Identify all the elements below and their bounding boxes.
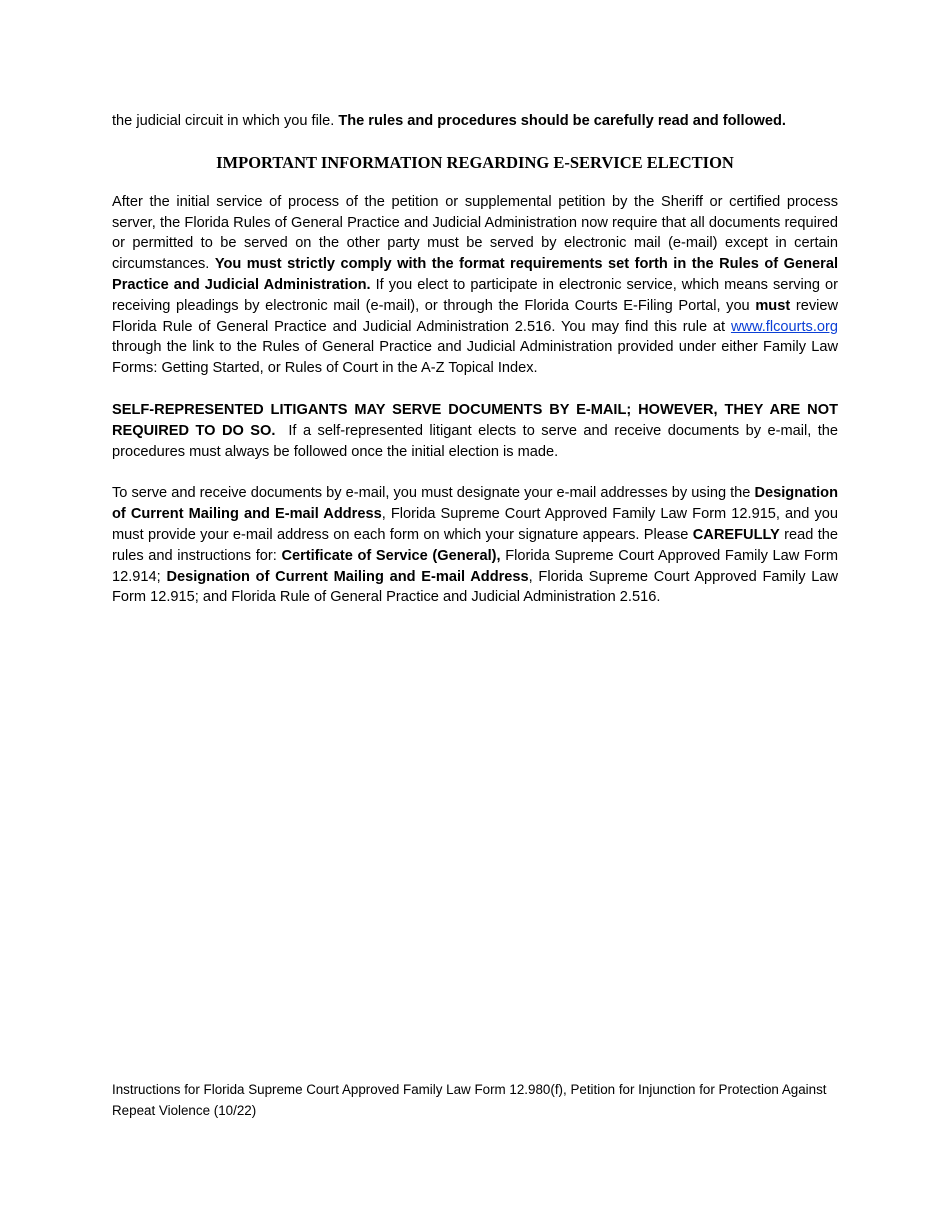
intro-text: the judicial circuit in which you file.	[112, 113, 335, 129]
e-service-text-2: If you elect to participate in electronic service, which means serving or receiving pleadings by electronic mail (e-mail), or through the Florida Courts E-Filing Portal, you	[112, 276, 838, 314]
e-service-text-4: through the link to the Rules of General Practice and Judicial Administration provided under either Family Law Forms: Getting Started, or Rules of Court in the A-Z Topical Index.	[112, 339, 838, 377]
intro-bold-text: The rules and procedures should be carefully read and followed.	[338, 113, 786, 129]
designation-text-3: read the rules and instructions for:	[112, 526, 838, 564]
document-body	[112, 111, 838, 608]
designation-form-bold-2: Designation of Current Mailing and E-mail Address	[166, 568, 529, 585]
page-footer: Instructions for Florida Supreme Court Approved Family Law Form 12.980(f), Petition for Injunction for Protection Against Repeat Violence (10/22)	[112, 1082, 827, 1118]
e-service-text-1: After the initial service of process of the petition or supplemental petition by the Sheriff or certified process server, the Florida Rules of General Practice and Judicial Administration now require that all documents required or permitted to be served on the other party must be served by electronic mail (e-mail) except in certain circumstances.	[112, 193, 838, 273]
e-service-paragraph	[112, 192, 838, 379]
designation-text-4: Florida Supreme Court Approved Family Law Form 12.914;	[112, 547, 838, 585]
format-requirements-bold: You must strictly comply with the format requirements set forth in the Rules of General Practice and Judicial Administration.	[112, 256, 838, 293]
designation-text-2: , Florida Supreme Court Approved Family Law Form 12.915, and you must provide your e-mail address on each form on which your signature appears. Please	[112, 506, 838, 543]
certificate-of-service-bold: Certificate of Service (General),	[281, 547, 501, 564]
intro-paragraph	[112, 111, 838, 132]
self-represented-text: If a self-represented litigant elects to serve and receive documents by e-mail, the procedures must always be followed once the initial election is made.	[112, 422, 838, 460]
e-service-text-3: review Florida Rule of General Practice and Judicial Administration 2.516. You may find this rule at	[112, 297, 839, 335]
designation-text-1: To serve and receive documents by e-mail, you must designate your e-mail addresses by using the	[112, 485, 751, 502]
flcourts-link[interactable]: www.flcourts.org	[730, 318, 838, 335]
carefully-bold: CAREFULLY	[692, 526, 780, 543]
self-represented-bold: SELF-REPRESENTED LITIGANTS MAY SERVE DOCUMENTS BY E-MAIL; HOWEVER, THEY ARE NOT REQUIRED TO DO SO.	[112, 401, 838, 439]
self-represented-paragraph	[112, 400, 838, 462]
section-heading: IMPORTANT INFORMATION REGARDING E-SERVICE ELECTION	[216, 152, 734, 172]
designation-text-5: , Florida Supreme Court Approved Family Law Form 12.915; and Florida Rule of General Practice and Judicial Administration 2.516.	[112, 568, 838, 606]
designation-paragraph	[112, 483, 838, 608]
designation-form-bold-1: Designation of Current Mailing and E-mail Address	[112, 485, 838, 523]
must-bold: must	[755, 297, 791, 314]
